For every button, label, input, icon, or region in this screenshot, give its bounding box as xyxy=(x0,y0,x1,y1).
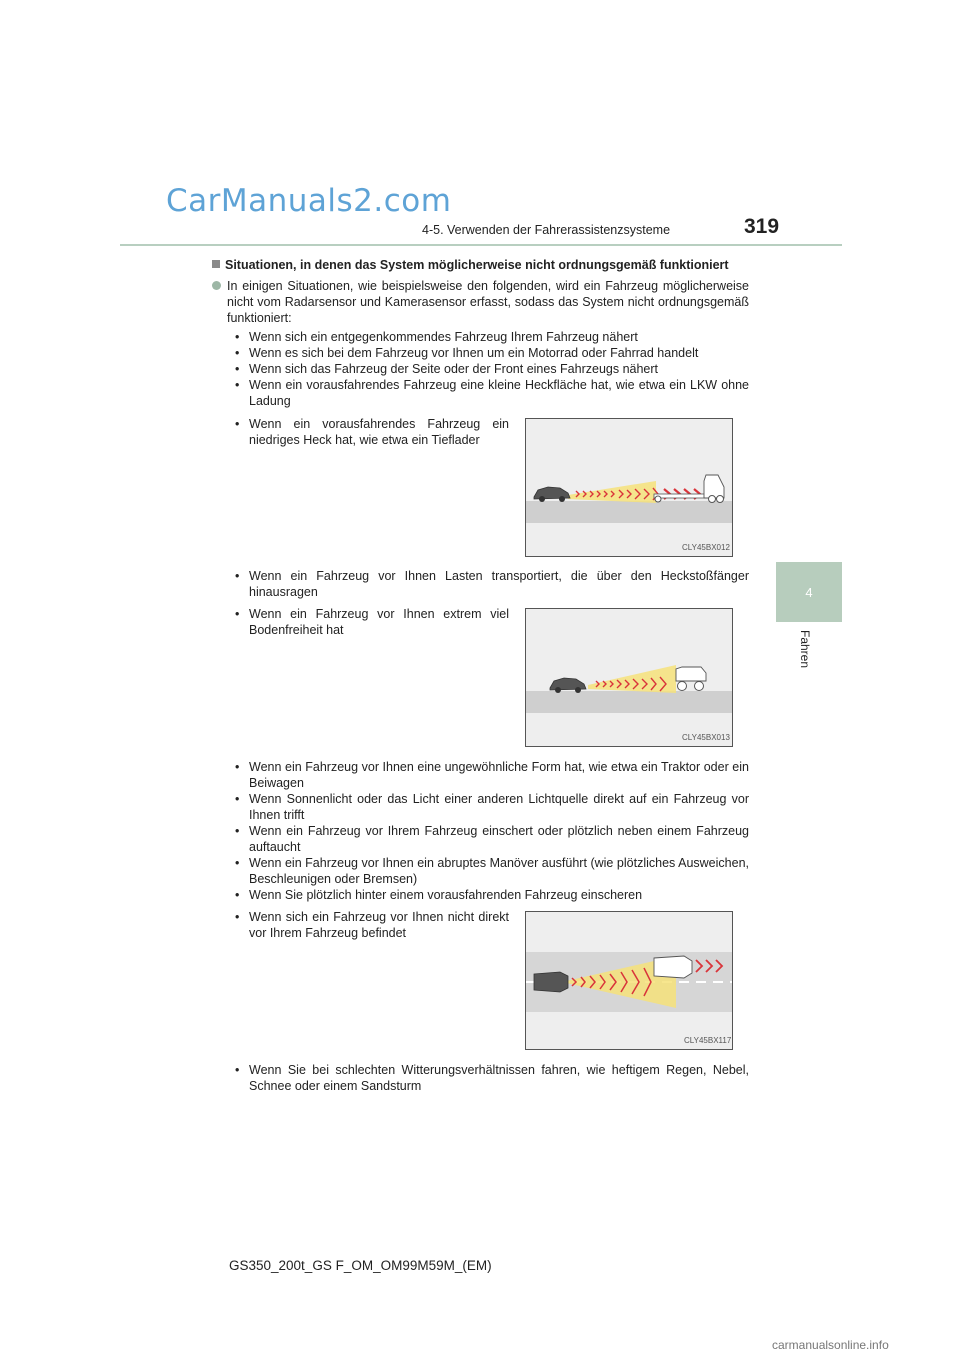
list-item: • Wenn ein Fahrzeug vor Ihnen eine ungewöhnliche Form hat, wie etwa ein Traktor oder ein Beiwagen xyxy=(227,759,749,791)
list-item: • Wenn ein Fahrzeug vor Ihrem Fahrzeug einschert oder plötzlich neben einem Fahrzeug auftaucht xyxy=(227,823,749,855)
heading-text: Situationen, in denen das System möglicherweise nicht ordnungsgemäß funktioniert xyxy=(225,258,729,272)
chapter-number: 4 xyxy=(805,584,813,600)
figure3-image xyxy=(525,911,733,1050)
list-item: • Wenn ein Fahrzeug vor Ihnen ein abruptes Manöver ausführt (wie plötzliches Ausweichen, Beschleunigen oder Bremsen) xyxy=(227,855,749,887)
list-item: • Wenn sich das Fahrzeug der Seite oder der Front eines Fahrzeugs nähert xyxy=(227,361,749,377)
list-item: • Wenn ein vorausfahrendes Fahrzeug eine kleine Heckfläche hat, wie etwa ein LKW ohne Ladung xyxy=(227,377,749,409)
offset-vehicle-illustration xyxy=(526,912,732,1049)
list-item: • Wenn ein Fahrzeug vor Ihnen extrem viel Bodenfreiheit hat xyxy=(227,606,509,638)
figure1-image xyxy=(525,418,733,557)
figure1-text xyxy=(227,416,509,448)
intro-paragraph xyxy=(227,278,749,326)
figure1-code: CLY45BX012 xyxy=(682,543,730,552)
list-item: • Wenn sich ein entgegenkommendes Fahrzeug Ihrem Fahrzeug nähert xyxy=(227,329,749,345)
bullet-list-b xyxy=(227,568,749,600)
list-item: • Wenn ein Fahrzeug vor Ihnen Lasten transportiert, die über den Heckstoßfänger hinausragen xyxy=(227,568,749,600)
figure3-text xyxy=(227,909,509,941)
figure2-image xyxy=(525,608,733,747)
list-item: • Wenn sich ein Fahrzeug vor Ihnen nicht direkt vor Ihrem Fahrzeug befindet xyxy=(227,909,509,941)
chapter-tab xyxy=(776,562,842,622)
figure2-code: CLY45BX013 xyxy=(682,733,730,742)
intro-text: In einigen Situationen, wie beispielsweise den folgenden, wird ein Fahrzeug möglicherweise nicht vom Radarsensor und Kamerasensor erfasst, sodass das System nicht ordnungsgemäß funktioniert: xyxy=(227,279,749,325)
header-rule xyxy=(120,244,842,246)
page-number: 319 xyxy=(744,215,780,238)
list-item: • Wenn Sonnenlicht oder das Licht einer anderen Lichtquelle direkt auf ein Fahrzeug vor Ihnen trifft xyxy=(227,791,749,823)
circle-bullet-icon xyxy=(212,281,221,290)
list-item: • Wenn ein vorausfahrendes Fahrzeug ein niedriges Heck hat, wie etwa ein Tieflader xyxy=(227,416,509,448)
watermark-logo: CarManuals2.com xyxy=(166,183,452,219)
footer-code: GS350_200t_GS F_OM_OM99M59M_(EM) xyxy=(229,1258,492,1273)
list-item: • Wenn es sich bei dem Fahrzeug vor Ihnen um ein Motorrad oder Fahrrad handelt xyxy=(227,345,749,361)
figure2-text xyxy=(227,606,509,638)
figure3-code: CLY45BX117 xyxy=(684,1036,732,1045)
list-item: • Wenn Sie bei schlechten Witterungsverhältnissen fahren, wie heftigem Regen, Nebel, Schnee oder einem Sandsturm xyxy=(227,1062,749,1094)
lowbed-truck-illustration xyxy=(526,419,732,556)
bullet-list-d xyxy=(227,1062,749,1094)
high-clearance-vehicle-illustration xyxy=(526,609,732,746)
watermark-bottom: carmanualsonline.info xyxy=(772,1338,889,1352)
square-bullet-icon xyxy=(212,260,220,268)
chapter-title: Fahren xyxy=(798,630,812,669)
list-item: • Wenn Sie plötzlich hinter einem vorausfahrenden Fahrzeug einscheren xyxy=(227,887,749,903)
bullet-list-c xyxy=(227,759,749,903)
section-title: 4-5. Verwenden der Fahrerassistenzsysteme xyxy=(422,223,671,237)
section-heading xyxy=(212,257,729,273)
bullet-list-a xyxy=(227,329,749,409)
